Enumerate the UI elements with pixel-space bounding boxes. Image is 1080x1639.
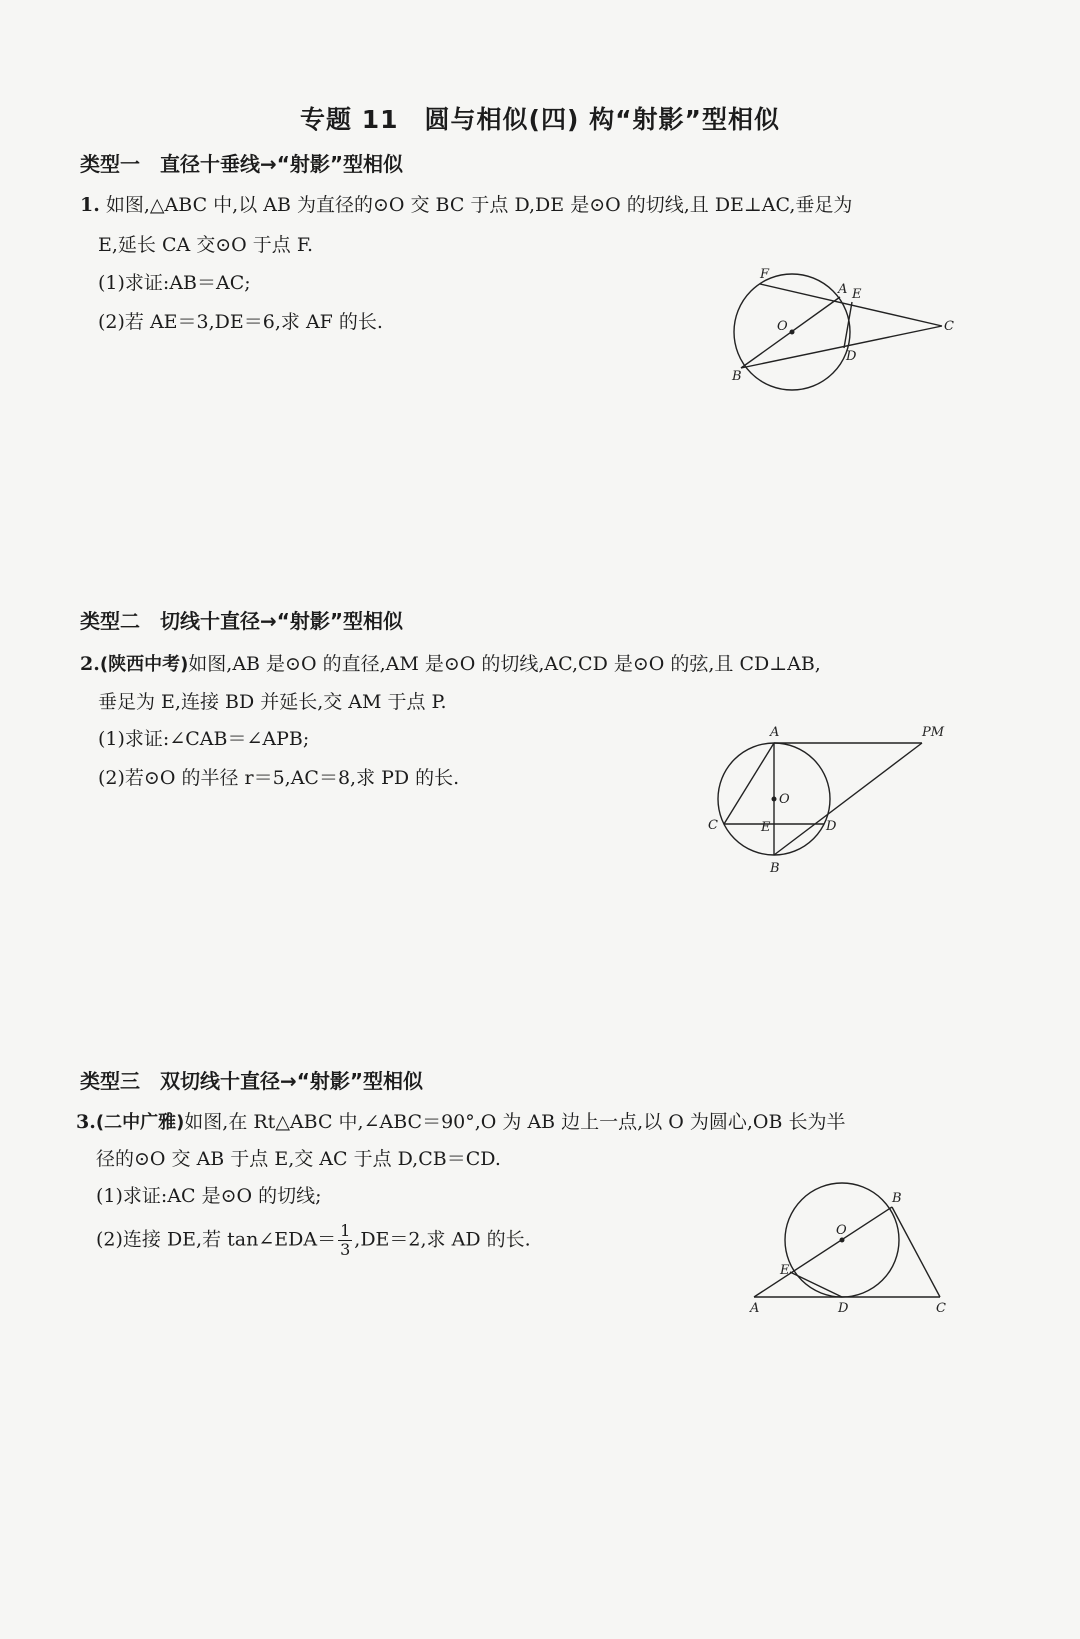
label-b: B	[892, 1191, 902, 1206]
problem-1-part2: (2)若 AE＝3,DE＝6,求 AF 的长.	[98, 311, 383, 333]
label-f: F	[760, 267, 770, 282]
problem-1-part1: (1)求证:AB＝AC;	[98, 272, 251, 294]
label-e: E	[852, 287, 862, 302]
label-a: A	[770, 725, 780, 740]
problem-number: 1.	[80, 194, 100, 216]
label-o: O	[836, 1223, 847, 1238]
label-d: D	[826, 819, 837, 834]
label-a: A	[750, 1301, 760, 1316]
problem-source: (陕西中考)	[99, 654, 189, 675]
center-point	[790, 330, 795, 335]
fraction-numerator: 1	[340, 1221, 351, 1240]
section-heading-1	[80, 148, 403, 177]
problem-2-stem-line2: 垂足为 E,连接 BD 并延长,交 AM 于点 P.	[98, 691, 447, 713]
label-e: E	[761, 820, 771, 835]
segment-bc	[892, 1207, 940, 1297]
label-e: E	[780, 1263, 790, 1278]
fraction-denominator: 3	[340, 1240, 351, 1259]
label-o: O	[779, 792, 790, 807]
label-a: A	[838, 282, 848, 297]
part2-text-pre: (2)连接 DE,若 tan∠EDA＝	[96, 1228, 337, 1251]
segment-bp	[774, 743, 922, 855]
segment-ab	[754, 1207, 892, 1297]
label-pm: PM	[922, 725, 945, 740]
label-b: B	[770, 861, 780, 876]
section-subtitle: 双切线十直径→“射影”型相似	[160, 1069, 424, 1093]
problem-2-part2: (2)若⊙O 的半径 r＝5,AC＝8,求 PD 的长.	[98, 767, 460, 789]
problem-number: 3.	[76, 1111, 96, 1133]
figure-2-geometry	[700, 720, 960, 880]
label-c: C	[708, 818, 718, 833]
problem-text: 如图,AB 是⊙O 的直径,AM 是⊙O 的切线,AC,CD 是⊙O 的弦,且 CD⊥AB,	[188, 653, 821, 675]
section-subtitle: 直径十垂线→“射影”型相似	[160, 152, 404, 176]
section-label: 类型一	[80, 152, 140, 176]
section-label: 类型二	[80, 609, 140, 633]
problem-text: 如图,在 Rt△ABC 中,∠ABC＝90°,O 为 AB 边上一点,以 O 为圆心,OB 长为半	[184, 1111, 846, 1133]
center-point	[840, 1238, 845, 1243]
section-subtitle: 切线十直径→“射影”型相似	[160, 609, 404, 633]
problem-3-part1: (1)求证:AC 是⊙O 的切线;	[96, 1185, 322, 1207]
figure-3-geometry	[740, 1190, 970, 1325]
center-point	[772, 797, 777, 802]
label-o: O	[777, 319, 788, 334]
part2-text-post: ,DE＝2,求 AD 的长.	[354, 1228, 531, 1251]
page-title: 专题 11 圆与相似(四) 构“射影”型相似	[300, 105, 780, 134]
problem-2-part1: (1)求证:∠CAB＝∠APB;	[98, 728, 310, 750]
problem-text: 如图,△ABC 中,以 AB 为直径的⊙O 交 BC 于点 D,DE 是⊙O 的切线,且 DE⊥AC,垂足为	[105, 194, 853, 216]
chord-ac	[724, 743, 774, 824]
label-d: D	[838, 1301, 849, 1316]
label-c: C	[944, 319, 954, 334]
problem-3-stem-line2: 径的⊙O 交 AB 于点 E,交 AC 于点 D,CB＝CD.	[96, 1148, 501, 1170]
figure-1-geometry	[720, 260, 970, 400]
problem-1-stem-line1	[80, 190, 852, 217]
problem-number: 2.	[80, 653, 100, 675]
section-label: 类型三	[80, 1069, 140, 1093]
problem-3-part2	[96, 1222, 531, 1259]
section-heading-2	[80, 605, 403, 634]
problem-source: (二中广雅)	[95, 1112, 185, 1133]
label-d: D	[846, 349, 857, 364]
problem-2-stem-line1	[80, 649, 821, 676]
problem-1-stem-line2: E,延长 CA 交⊙O 于点 F.	[98, 234, 314, 256]
segment-ed	[790, 1272, 842, 1297]
label-b: B	[732, 369, 742, 384]
label-c: C	[936, 1301, 946, 1316]
section-heading-3	[80, 1065, 423, 1094]
problem-3-stem-line1	[76, 1107, 846, 1134]
fraction-one-third	[338, 1222, 352, 1259]
